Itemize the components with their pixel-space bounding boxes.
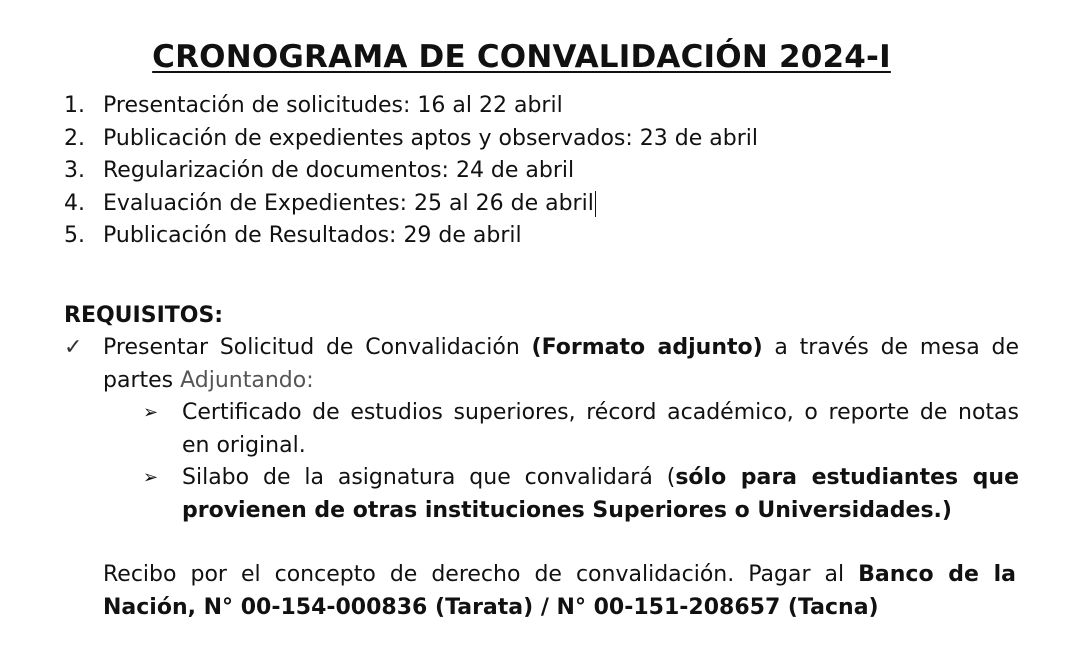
schedule-item-text: Presentación de solicitudes: 16 al 22 abril	[103, 93, 563, 118]
attachment-text: Silabo de la asignatura que convalidará (	[182, 465, 676, 490]
requirement-format-note: (Formato adjunto)	[531, 335, 763, 360]
payment-text: Recibo por el concepto de derecho de convalidación. Pagar al	[103, 562, 859, 587]
attachment-item	[143, 397, 1019, 462]
schedule-item-number: 1.	[64, 93, 85, 118]
attachment-text: Certificado de estudios superiores, récord académico, o reporte de notas en original.	[182, 400, 1019, 458]
requirement-text	[103, 332, 1019, 397]
schedule-item-text: Evaluación de Expedientes: 25 al 26 de abril	[103, 190, 594, 216]
schedule-item-text: Regularización de documentos: 24 de abril	[103, 158, 575, 183]
requirement-attachments-label: Adjuntando:	[180, 367, 314, 393]
requirement-text-start: Presentar Solicitud de Convalidación	[103, 335, 532, 360]
schedule-item-number: 2.	[64, 125, 85, 151]
page-title: CRONOGRAMA DE CONVALIDACIÓN 2024-I	[152, 38, 891, 75]
text-cursor	[595, 191, 596, 217]
attachment-item	[143, 462, 1019, 527]
schedule-item	[64, 188, 964, 221]
arrow-bullet-icon: ➢	[143, 402, 159, 423]
arrow-bullet-icon: ➢	[143, 467, 159, 488]
schedule-item-number: 4.	[64, 190, 85, 216]
schedule-item-text-with-caret	[103, 188, 596, 221]
checkmark-icon: ✓	[64, 335, 83, 360]
schedule-item-text: Publicación de expedientes aptos y observados: 23 de abril	[103, 125, 758, 151]
schedule-item	[64, 123, 964, 156]
schedule-item	[64, 90, 964, 123]
schedule-item	[64, 220, 964, 253]
schedule-list	[64, 90, 964, 253]
requirement-text-middle: a través de mesa de partes	[103, 335, 1020, 393]
schedule-item-text: Publicación de Resultados: 29 de abril	[103, 223, 522, 248]
attachment-bold-note: sólo para estudiantes que provienen de otras instituciones Superiores o Universidades.)	[182, 465, 1019, 523]
requirements-heading: REQUISITOS:	[64, 303, 224, 328]
schedule-item-number: 5.	[64, 223, 85, 248]
schedule-item-number: 3.	[64, 158, 85, 183]
schedule-item	[64, 155, 964, 188]
bank-account-details: Banco de la Nación, N° 00-154-000836 (Tarata) / N° 00-151-208657 (Tacna)	[103, 562, 1016, 620]
attachments-list	[143, 397, 1019, 527]
payment-instructions	[103, 559, 1016, 624]
